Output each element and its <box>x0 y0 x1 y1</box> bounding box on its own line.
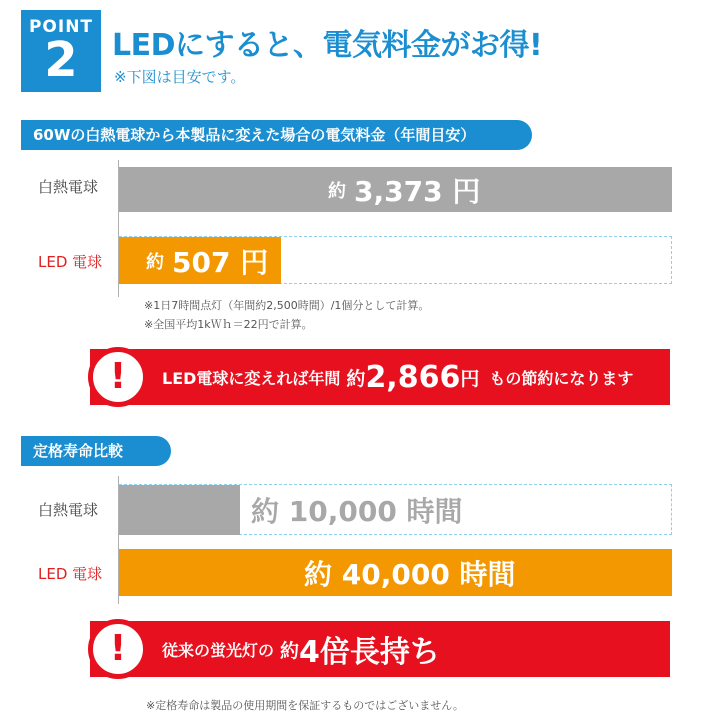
page-title: LEDにすると、電気料金がお得! <box>112 28 543 63</box>
exclamation-icon: ! <box>88 619 148 679</box>
savings-unit: 円 <box>460 367 480 390</box>
led-life-value: 約 40,000 時間 <box>304 557 516 591</box>
point-badge-label: POINT <box>28 17 94 37</box>
calc-note-hours: ※1日7時間点灯（年間約2,500時間）/1個分として計算。 <box>144 299 430 312</box>
savings-callout <box>90 349 670 405</box>
lifespan-emphasis: 4倍長持ち <box>299 635 440 670</box>
lifespan-heading: 定格寿命比較 <box>21 436 171 466</box>
led-cost-value: 約 507 円 <box>146 245 269 279</box>
page-subtitle: ※下図は目安です。 <box>114 68 246 86</box>
exclamation-icon: ! <box>88 347 148 407</box>
incandescent-cost-label: 白熱電球 <box>38 178 99 196</box>
point-badge <box>21 10 101 92</box>
savings-text-after: もの節約になります <box>489 368 634 388</box>
savings-text-before: LED電球に変えれば年間 <box>162 368 341 388</box>
lifespan-prefix: 約 <box>280 639 300 662</box>
incandescent-life-value: 約 10,000 時間 <box>251 495 463 528</box>
savings-amount: 2,866 <box>365 359 461 395</box>
incandescent-life-label: 白熱電球 <box>38 501 99 519</box>
savings-prefix: 約 <box>346 367 366 390</box>
incandescent-cost-value: 約 3,373 円 <box>328 174 481 208</box>
incandescent-life-bar <box>119 485 240 535</box>
led-cost-label: LED 電球 <box>38 253 103 271</box>
electricity-cost-heading: 60Wの白熱電球から本製品に変えた場合の電気料金（年間目安） <box>21 120 532 150</box>
lifespan-footnote: ※定格寿命は製品の使用期間を保証するものではございません。 <box>146 699 464 712</box>
lifespan-text-before: 従来の蛍光灯の <box>162 640 275 660</box>
point-badge-number: 2 <box>44 32 78 88</box>
calc-note-rate: ※全国平均1kＷｈ＝22円で計算。 <box>144 318 313 331</box>
lifespan-callout <box>90 621 670 677</box>
led-life-label: LED 電球 <box>38 565 103 583</box>
